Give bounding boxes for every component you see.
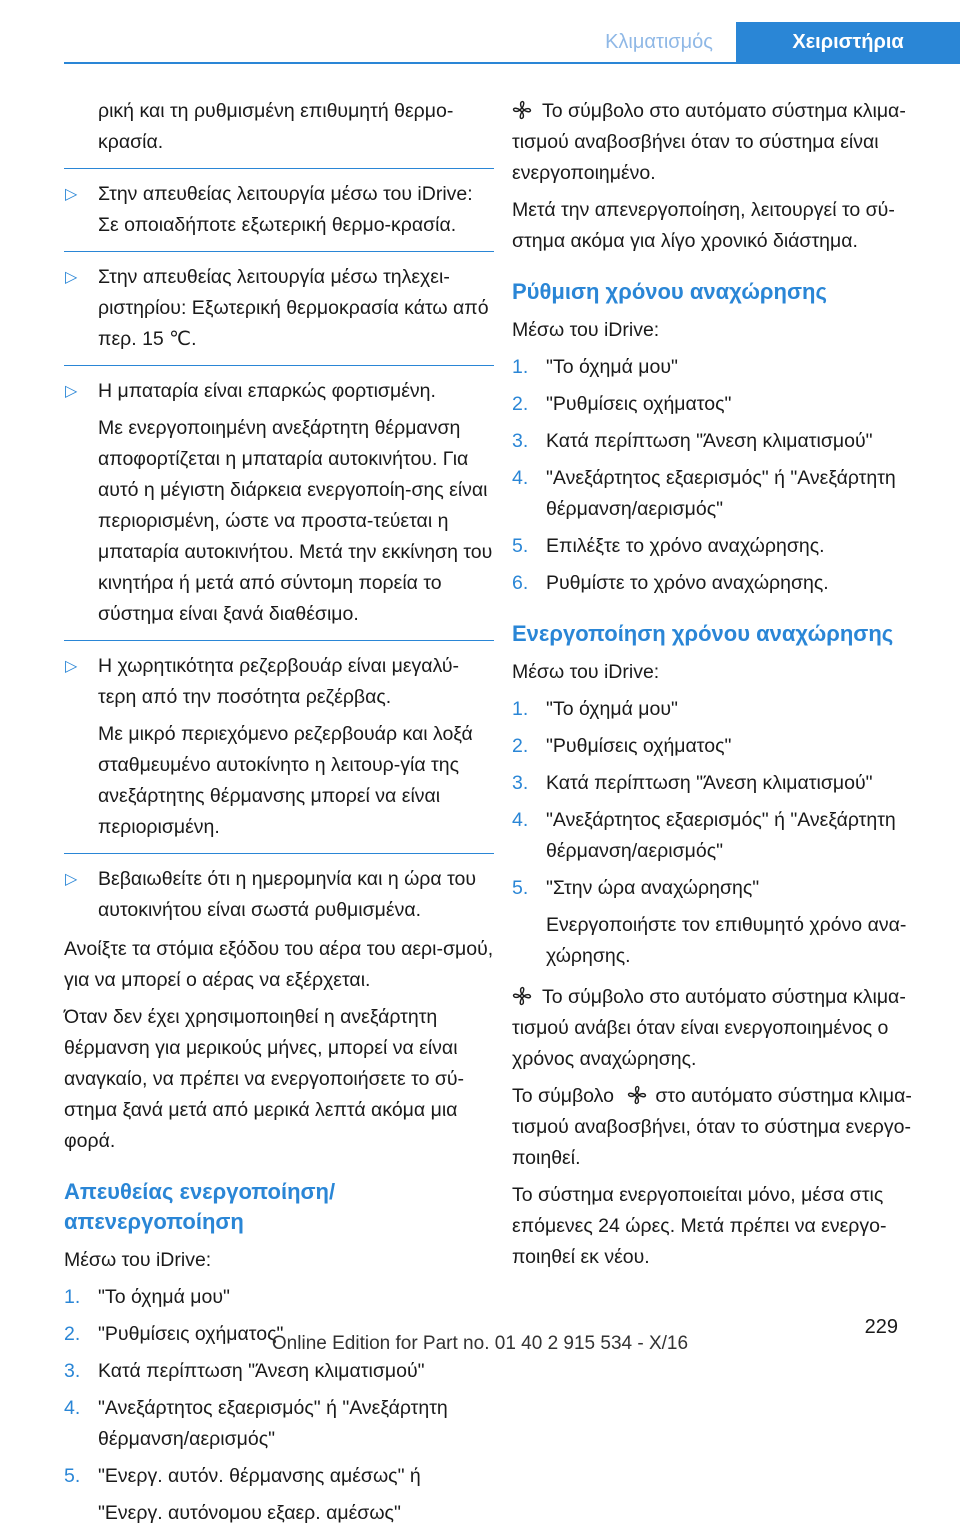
step-number: 2. [512,735,529,757]
bullet-text: Η χωρητικότητα ρεζερβουάρ είναι μεγαλύ-τερη από την ποσότητα ρεζέρβας. [98,655,460,708]
step-item [64,1356,494,1387]
step-number: 4. [512,809,529,831]
step-text: Κατά περίπτωση "Άνεση κλιματισμού" [98,1360,425,1382]
triangle-right-icon: ▷ [65,658,78,675]
step-number: 6. [512,572,529,594]
step-text: "Ανεξάρτητος εξαερισμός" ή "Ανεξάρτητη θέρμανση/αερισμός" [546,467,896,520]
step-number: 5. [64,1465,81,1487]
step-text: "Το όχημά μου" [98,1286,230,1308]
triangle-right-icon: ▷ [65,186,78,203]
step-note: "Ενεργ. αυτόνομου εξαερ. αμέσως" [98,1502,401,1524]
bullet-item [64,179,494,241]
step-item [512,463,932,525]
page-number: 229 [864,1316,898,1338]
step-text: "Ανεξάρτητος εξαερισμός" ή "Ανεξάρτητη θέρμανση/αερισμός" [98,1397,448,1450]
step-text: Κατά περίπτωση "Άνεση κλιματισμού" [546,772,873,794]
section-heading: Ενεργοποίηση χρόνου αναχώρησης [512,621,894,646]
section-heading: Απευθείας ενεργοποίηση/ απενεργοποίηση [64,1179,336,1234]
divider [64,853,494,854]
step-item [64,1461,494,1492]
chapter-tab: Χειριστήρια [736,22,960,62]
symbol-paragraph [512,96,932,189]
symbol-text-before: Το σύμβολο [512,1085,614,1107]
bullet-item [64,864,494,926]
bullet-text: Στην απευθείας λειτουργία μέσω τηλεχει-ριστηρίου: Εξωτερική θερμοκρασία κάτω από περ. 15 ℃. [98,266,489,350]
bullet-item [64,262,494,355]
page-header [0,22,960,62]
step-item [512,873,932,904]
step-number: 1. [512,698,529,720]
step-text: "Ρυθμίσεις οχήματος" [546,393,732,415]
step-number: 3. [64,1360,81,1382]
step-text: "Ρυθμίσεις οχήματος" [98,1323,284,1345]
step-text: "Στην ώρα αναχώρησης" [546,877,760,899]
fan-icon [627,1085,647,1105]
bullet-text: Η μπαταρία είναι επαρκώς φορτισμένη. [98,380,436,402]
step-number: 4. [64,1397,81,1419]
step-number: 2. [64,1323,81,1345]
step-item [512,389,932,420]
symbol-text: Το σύμβολο στο αυτόματο σύστημα κλιμα-τισμού ανάβει όταν είναι ενεργοποιημένος ο χρόνος αναχώρησης. [512,986,906,1070]
body-paragraph: Όταν δεν έχει χρησιμοποιηθεί η ανεξάρτητη θέρμανση για μερικούς μήνες, μπορεί να είναι αναγκαίο, να πρέπει να ενεργοποιήσετε το σύ-στημα ξανά μετά από μερικά λεπτά ακόμα μια φορά. [64,1006,465,1152]
fan-icon [512,100,532,120]
via-idrive: Μέσω του iDrive: [512,319,660,341]
step-number: 1. [64,1286,81,1308]
step-text: "Ανεξάρτητος εξαερισμός" ή "Ανεξάρτητη θέρμανση/αερισμός" [546,809,896,862]
symbol-text-after: στο αυτόματο σύστημα κλιμα-τισμού αναβοσβήνει, όταν το σύστημα ενεργο-ποιηθεί. [512,1085,912,1169]
step-item [512,768,932,799]
section-heading: Ρύθμιση χρόνου αναχώρησης [512,279,827,304]
step-number: 2. [512,393,529,415]
step-item [512,531,932,562]
bullet-note: Με μικρό περιεχόμενο ρεζερβουάρ και λοξά σταθμευμένο αυτοκίνητο η λειτουρ-γία της ανεξάρτητης θέρμανσης μπορεί να είναι περιορισμένη. [98,723,473,838]
step-item [64,1282,494,1313]
step-item [512,694,932,725]
step-item [512,731,932,762]
step-note: Ενεργοποιήστε τον επιθυμητό χρόνο ανα-χώρησης. [546,914,907,967]
step-number: 3. [512,430,529,452]
divider [64,640,494,641]
body-paragraph: Το σύστημα ενεργοποιείται μόνο, μέσα στις επόμενες 24 ώρες. Μετά πρέπει να ενεργο-ποιηθεί εκ νέου. [512,1184,887,1268]
divider [64,168,494,169]
symbol-text: Το σύμβολο στο αυτόματο σύστημα κλιμα-τισμού αναβοσβήνει όταν το σύστημα είναι ενεργοποιημένο. [512,100,906,184]
step-number: 5. [512,535,529,557]
triangle-right-icon: ▷ [65,383,78,400]
step-item [512,805,932,867]
triangle-right-icon: ▷ [65,269,78,286]
right-column [512,96,932,1279]
divider [64,365,494,366]
step-text: Ρυθμίστε το χρόνο αναχώρησης. [546,572,829,594]
step-number: 1. [512,356,529,378]
step-text: "Ενεργ. αυτόν. θέρμανσης αμέσως" ή [98,1465,421,1487]
step-number: 3. [512,772,529,794]
step-item [512,352,932,383]
edition-footer: Online Edition for Part no. 01 40 2 915 534 - X/16 [271,1333,689,1354]
fan-icon [512,986,532,1006]
section-tab: Κλιματισμός [605,30,713,53]
intro-continuation: ρική και τη ρυθμισμένη επιθυμητή θερμο-κρασία. [98,100,454,153]
step-text: "Ρυθμίσεις οχήματος" [546,735,732,757]
left-column [64,96,494,1535]
step-text: Επιλέξτε το χρόνο αναχώρησης. [546,535,825,557]
step-number: 4. [512,467,529,489]
header-rule [64,62,960,64]
divider [64,251,494,252]
via-idrive: Μέσω του iDrive: [512,661,660,683]
step-item [512,568,932,599]
bullet-text: Στην απευθείας λειτουργία μέσω του iDrive: Σε οποιαδήποτε εξωτερική θερμο-κρασία. [98,183,473,236]
bullet-note: Με ενεργοποιημένη ανεξάρτητη θέρμανση αποφορτίζεται η μπαταρία αυτοκινήτου. Για αυτό η μέγιστη διάρκεια ενεργοποίη-σης είναι περιορισμένη, ώστε να προστα-τεύεται η μπαταρία αυτοκινήτου. Μετά την εκκίνηση του κινητήρα ή μετά από σύντομη πορεία το σύστημα είναι ξανά διαθέσιμο. [98,417,493,625]
step-number: 5. [512,877,529,899]
step-item [64,1393,494,1455]
bullet-text: Βεβαιωθείτε ότι η ημερομηνία και η ώρα του αυτοκινήτου είναι σωστά ρυθμισμένα. [98,868,477,921]
body-paragraph: Μετά την απενεργοποίηση, λειτουργεί το σύ-στημα ακόμα για λίγο χρονικό διάστημα. [512,199,895,252]
bullet-item [64,651,494,713]
triangle-right-icon: ▷ [65,871,78,888]
step-text: "Το όχημά μου" [546,356,678,378]
symbol-paragraph [512,982,932,1075]
step-item [512,426,932,457]
step-text: Κατά περίπτωση "Άνεση κλιματισμού" [546,430,873,452]
step-text: "Το όχημά μου" [546,698,678,720]
bullet-item [64,376,494,407]
symbol-inline-paragraph [512,1081,932,1174]
body-paragraph: Ανοίξτε τα στόμια εξόδου του αέρα του αερι-σμού, για να μπορεί ο αέρας να εξέρχεται. [64,938,494,991]
via-idrive: Μέσω του iDrive: [64,1249,212,1271]
